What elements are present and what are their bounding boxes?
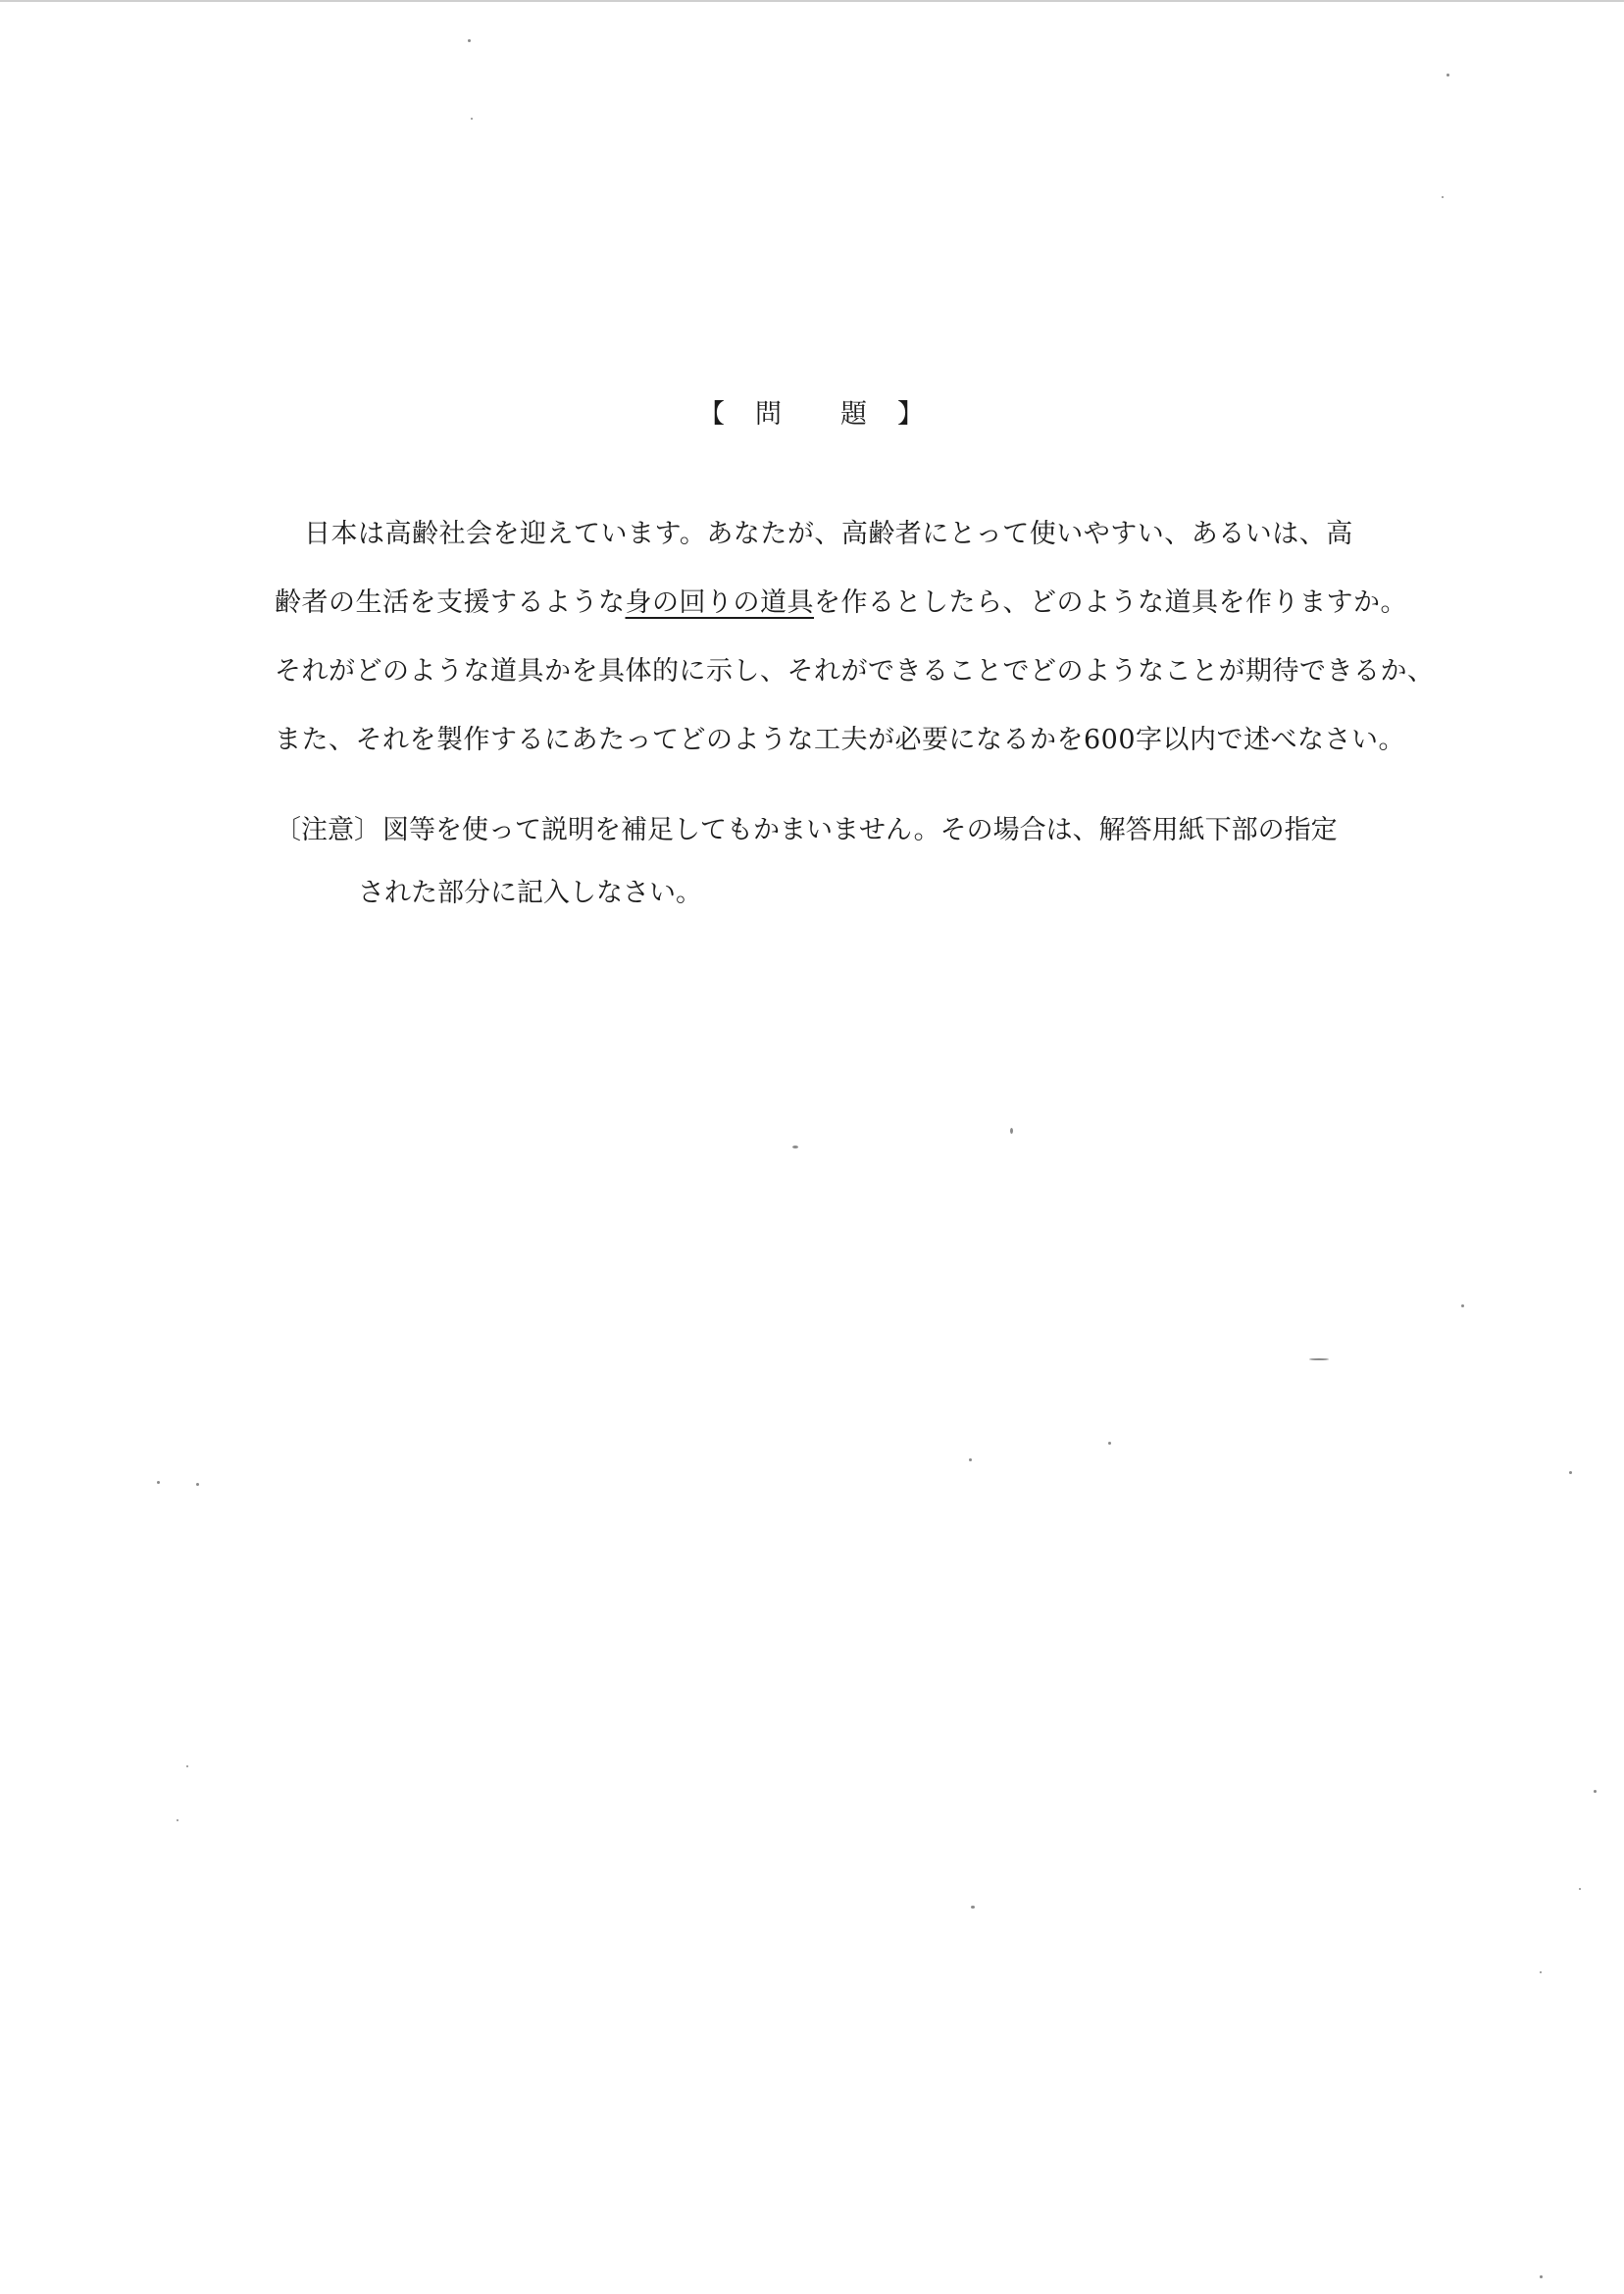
note-text-1: 図等を使って説明を補足してもかまいません。その場合は、解答用紙下部の指定 (382, 815, 1338, 845)
scan-speck (1461, 1304, 1464, 1307)
note-section (275, 799, 1373, 925)
note-text-2: された部分に記入しなさい。 (358, 878, 702, 908)
scan-speck (792, 1146, 798, 1148)
scan-speck (1309, 1358, 1329, 1360)
scan-speck (1010, 1128, 1013, 1134)
body-line-2-before: 齢者の生活を支援するような (275, 587, 626, 618)
problem-body-line (275, 637, 1435, 706)
scan-speck (177, 1819, 178, 1821)
scan-speck (1540, 1971, 1542, 1973)
note-label: 〔注意〕 (275, 815, 381, 845)
scan-speck (1569, 1471, 1572, 1474)
note-line (275, 862, 1373, 925)
scan-speck (1540, 2275, 1543, 2278)
scan-speck (969, 1458, 972, 1461)
page-top-edge (0, 0, 1624, 2)
problem-body-line (275, 569, 1407, 637)
scan-speck (468, 39, 471, 42)
scan-speck (971, 1906, 975, 1909)
underlined-keyword: 身の回りの道具 (625, 587, 814, 618)
body-line-2-after: を作るとしたら、どのような道具を作りますか。 (814, 587, 1407, 618)
scan-speck (186, 1765, 188, 1767)
scan-speck (1594, 1790, 1597, 1793)
scan-speck (157, 1481, 160, 1484)
scan-speck (196, 1483, 199, 1486)
problem-title: 【 問 題 】 (698, 399, 926, 430)
scan-speck (1442, 196, 1444, 198)
problem-body-line (275, 706, 1406, 775)
problem-body (275, 500, 1435, 775)
scan-speck (471, 118, 473, 120)
scan-speck (1579, 1888, 1581, 1890)
body-line-3: それがどのような道具かを具体的に示し、それができることでどのようなことが期待できるか、 (275, 656, 1435, 687)
scan-speck (1446, 74, 1449, 76)
note-line (275, 799, 1373, 862)
scan-speck (1108, 1442, 1111, 1445)
problem-body-line (275, 500, 1373, 569)
body-line-1: 日本は高齢社会を迎えています。あなたが、高齢者にとって使いやすい、あるいは、高 (304, 519, 1353, 549)
body-line-4: また、それを製作するにあたってどのような工夫が必要になるかを600字以内で述べなさい。 (275, 725, 1406, 755)
